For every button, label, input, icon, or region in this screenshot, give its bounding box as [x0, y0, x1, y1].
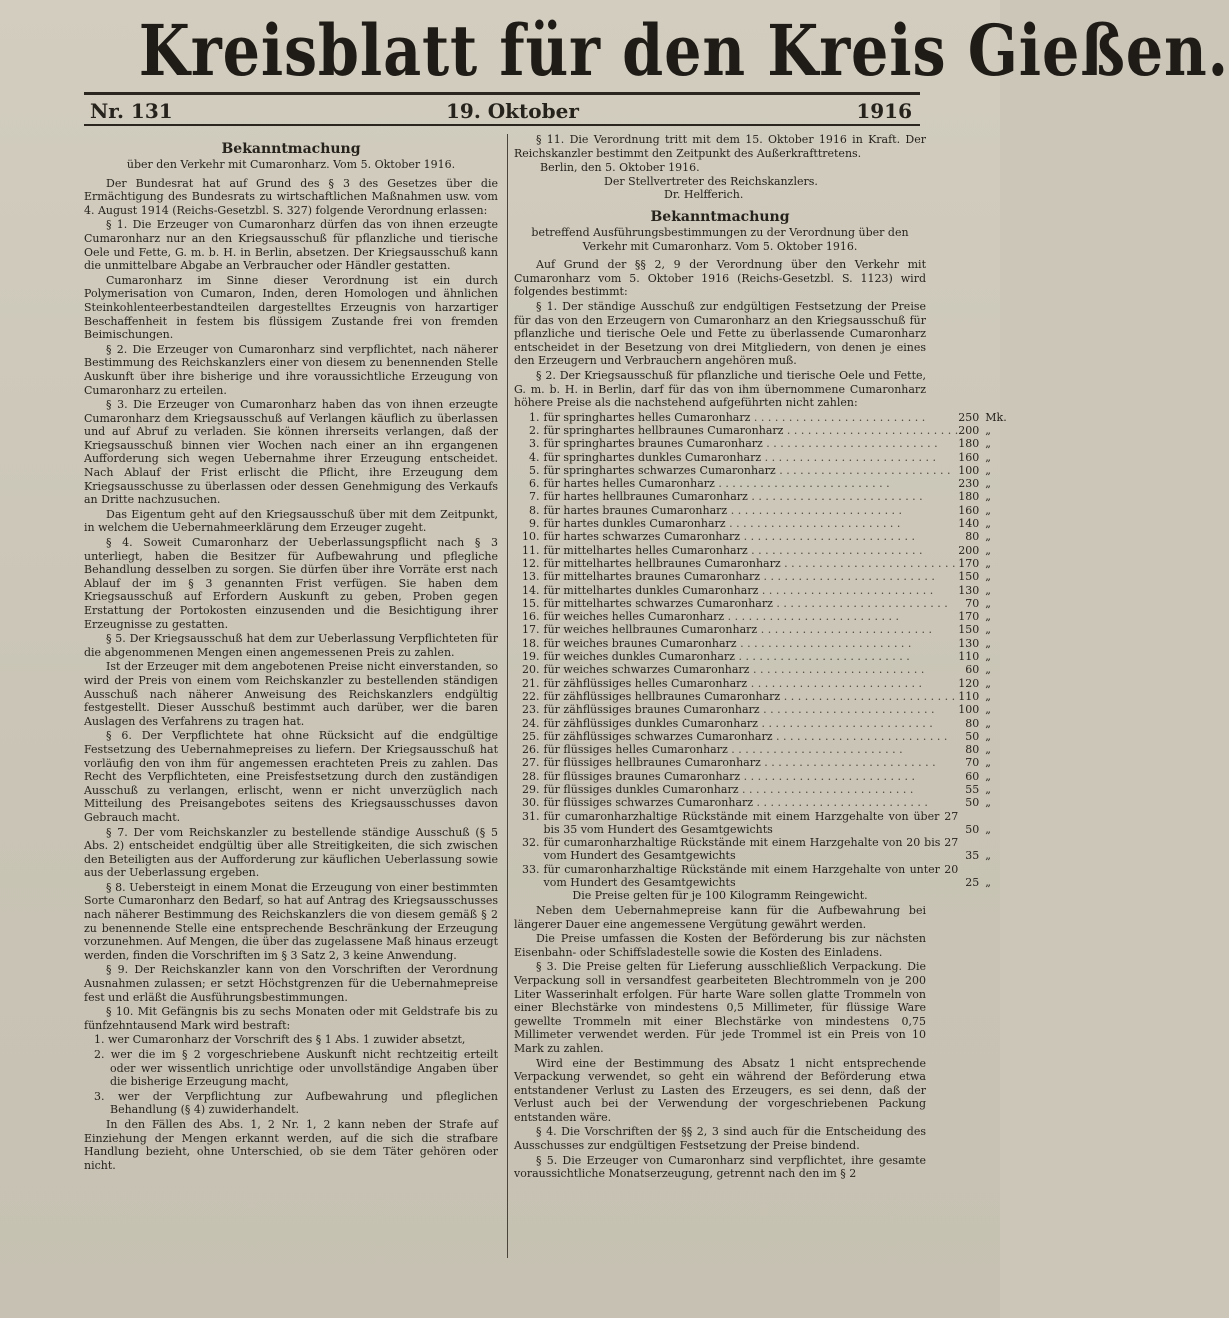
price-row-number: 2.: [529, 423, 540, 437]
price-row-unit: „: [985, 463, 991, 477]
price-row-value: 70: [965, 756, 980, 770]
price-row-number: 22.: [522, 689, 540, 703]
price-row-number: 25.: [522, 729, 540, 743]
left-paragraph: § 5. Der Kriegsausschuß hat dem zur Ueberlassung Verpflichteten für die abgenommenen Mengen einen angemessenen Preis zu zahlen.: [84, 632, 498, 659]
price-row-unit: „: [985, 703, 991, 717]
price-row-description: für cumaronharzhaltige Rückstände mit einem Harzgehalte von über 27 bis 35 vom Hundert des Gesamtgewichts: [543, 809, 959, 836]
price-row-value: 150: [958, 570, 980, 584]
price-row-unit: „: [985, 610, 991, 624]
price-row-number: 29.: [522, 783, 540, 796]
price-row-number: 12.: [522, 556, 540, 570]
price-row-description: für mittelhartes dunkles Cumaronharz . . .: [544, 584, 959, 597]
price-row: [522, 464, 1007, 477]
price-row-number: 32.: [522, 836, 540, 850]
penalty-list-item: 2. wer die im § 2 vorgeschriebene Auskunft nicht rechtzeitig erteilt oder wer wissentlich unrichtige oder unvollständige Angaben über die bisherige Erzeugung macht,: [94, 1048, 498, 1089]
left-paragraph: Der Bundesrat hat auf Grund des § 3 des Gesetzes über die Ermächtigung des Bundesrats zu wirtschaftlichen Maßnahmen usw. vom 4. August 1914 (Reichs-Gesetzbl. S. 327) folgende Verordnung erlassen:: [84, 176, 498, 217]
right-paragraph: Wird eine der Bestimmung des Absatz 1 nicht entsprechende Verpackung verwendet, so geht ein während der Beförderung etwa entstandener Verlust zu Lasten des Erzeugers, es sei denn, daß der Verlust auch bei der Verwendung der vorgeschriebenen Packung entstanden wäre.: [514, 1056, 926, 1124]
column-separator: [507, 134, 508, 1258]
price-row: [522, 610, 1007, 623]
price-row-value: 200: [958, 423, 980, 437]
price-row-number: 7.: [529, 490, 540, 504]
price-row: [522, 717, 1007, 730]
price-row: [522, 424, 1007, 437]
price-row: [522, 411, 1007, 424]
left-closing-paragraph: In den Fällen des Abs. 1, 2 Nr. 1, 2 kann neben der Strafe auf Einziehung der Mengen erkannt werden, auf die sich die strafbare Handlung bezieht, ohne Unterschied, ob sie dem Täter gehören oder nicht.: [84, 1117, 498, 1172]
left-paragraph: § 6. Der Verpflichtete hat ohne Rücksicht auf die endgültige Festsetzung des Uebernahmepreises zu liefern. Der Kriegsausschuß hat vorläufig den von ihm für angemessen erachteten Preis zu zahlen. Das Recht des Verpflichteten, eine Preisfestsetzung durch den zuständigen Ausschuß zu verlangen, erlischt, wenn er nicht unverzüglich nach Mitteilung des Preisangebotes seitens des Kriegsausschusses davon Gebrauch macht.: [84, 729, 498, 824]
right-intro: Auf Grund der §§ 2, 9 der Verordnung über den Verkehr mit Cumaronharz vom 5. Oktober 1916 (Reichs-Gesetzbl. S. 1123) wird folgendes bestimmt:: [514, 258, 926, 299]
price-row: [522, 637, 1007, 650]
price-row-number: 9.: [529, 517, 540, 531]
price-row-description: für weiches hellbraunes Cumaronharz . . .: [544, 623, 959, 636]
price-row-description: für flüssiges helles Cumaronharz . . .: [544, 743, 959, 756]
price-row-value: 110: [958, 689, 980, 703]
right-section-1: § 1. Der ständige Ausschuß zur endgültigen Festsetzung der Preise für das von den Erzeugern von Cumaronharz an den Kriegsausschuß für pflanzliche und tierische Oele und Fette zu überlassende Cumaronharz entscheidet in der Besetzung von drei Mitgliedern, von denen je eines den Erzeugern und Verbrauchern angehören muß.: [514, 299, 926, 368]
price-row-value: 130: [958, 636, 980, 650]
left-paragraph: § 4. Soweit Cumaronharz der Ueberlassungspflicht nach § 3 unterliegt, haben die Besitzer für Aufbewahrung und pflegliche Behandlung desselben zu sorgen. Sie dürfen über ihre Vorräte erst nach Ablauf der im § 3 genannten Frist verfügen. Sie haben dem Kriegsausschuß auf Erfordern Auskunft zu geben, Proben gegen Erstattung der Portokosten einzusenden und die Besichtigung ihrer Erzeugnisse zu gestatten.: [84, 536, 498, 631]
price-row-description: für cumaronharzhaltige Rückstände mit einem Harzgehalte von 20 bis 27 vom Hundert des Gesamtgewichts: [543, 836, 959, 863]
left-column: [84, 140, 498, 1173]
price-row-number: 18.: [522, 636, 540, 650]
price-row-unit: „: [985, 756, 991, 770]
right-notice-subtitle: betreffend Ausführungsbestimmungen zu der Verordnung über den Verkehr mit Cumaronharz. Vom 5. Oktober 1916.: [531, 225, 909, 253]
price-row-description: für flüssiges braunes Cumaronharz . . .: [544, 770, 959, 783]
price-row-value: 110: [958, 650, 980, 664]
price-row: [522, 437, 1007, 450]
price-row: [522, 783, 1007, 796]
price-row-number: 27.: [522, 756, 540, 770]
price-row-value: 60: [965, 663, 980, 677]
price-row-description: für flüssiges dunkles Cumaronharz . . .: [544, 783, 959, 796]
price-row-value: 160: [958, 503, 980, 517]
right-paragraph: § 4. Die Vorschriften der §§ 2, 3 sind auch für die Entscheidung des Ausschusses zur endgültigen Festsetzung der Preise bindend.: [514, 1125, 926, 1153]
price-row-unit: „: [985, 716, 991, 730]
price-row-description: für springhartes schwarzes Cumaronharz . . .: [544, 464, 959, 477]
price-row-number: 3.: [529, 437, 540, 451]
price-row-number: 4.: [529, 450, 540, 464]
price-row-description: für weiches helles Cumaronharz . . .: [544, 610, 959, 623]
price-row-description: für zähflüssiges schwarzes Cumaronharz . . .: [544, 730, 959, 743]
right-paragraph: Die Preise umfassen die Kosten der Beförderung bis zur nächsten Eisenbahn- oder Schiffsladestelle sowie die Kosten des Einladens.: [514, 932, 926, 959]
price-row-unit: „: [985, 503, 991, 517]
price-row-value: 250: [958, 410, 980, 424]
price-row-description: für weiches braunes Cumaronharz . . .: [544, 637, 959, 650]
right-section-2: § 2. Der Kriegsausschuß für pflanzliche und tierische Oele und Fette, G. m. b. H. in Berlin, darf für das von ihm übernommene Cumaronharz höhere Preise als die nachstehend aufgeführten nicht zahlen:: [514, 368, 926, 410]
price-row-number: 23.: [522, 703, 540, 717]
price-note: Die Preise gelten für je 100 Kilogramm Reingewicht.: [572, 889, 868, 903]
price-row: [522, 477, 1007, 490]
price-row-value: 55: [965, 783, 980, 796]
price-row-description: für zähflüssiges hellbraunes Cumaronharz . . .: [544, 690, 959, 703]
right-paragraph-s11: § 11. Die Verordnung tritt mit dem 15. Oktober 1916 in Kraft. Der Reichskanzler bestimmt den Zeitpunkt des Außerkrafttretens.: [514, 133, 926, 160]
price-row-description: für zähflüssiges helles Cumaronharz . . .: [544, 677, 959, 690]
price-row: [522, 730, 1007, 743]
price-row: [522, 451, 1007, 464]
price-row: [522, 836, 1007, 863]
price-row-description: für hartes braunes Cumaronharz . . .: [544, 504, 959, 517]
price-row-description: für hartes helles Cumaronharz . . .: [544, 477, 959, 490]
price-row: [522, 517, 1007, 530]
issue-number: Nr. 131: [90, 99, 173, 123]
price-row-value: 35: [965, 849, 980, 863]
price-row-description: für springhartes dunkles Cumaronharz . . .: [544, 451, 959, 464]
right-paragraph: § 5. Die Erzeuger von Cumaronharz sind verpflichtet, ihre gesamte voraussichtliche Monatserzeugung, getrennt nach den im § 2: [514, 1153, 926, 1181]
price-row: [522, 796, 1007, 809]
right-paragraph: § 3. Die Preise gelten für Lieferung ausschließlich Verpackung. Die Verpackung soll in versandfest gearbeiteten Blechtrommeln von je 200 Liter Wasserinhalt erfolgen. Für harte Ware sollen glatte Trommeln von einer Blechstärke von mindestens 0,5 Millimeter, für flüssige Ware gewellte Trommeln mit einer Blechstärke von mindestens 0,75 Millimeter verwendet werden. Für jede Trommel ist ein Preis von 10 Mark zu zahlen.: [514, 960, 926, 1055]
price-row-value: 170: [958, 610, 980, 624]
right-paragraph: Neben dem Uebernahmepreise kann für die Aufbewahrung bei längerer Dauer eine angemessene Vergütung gewährt werden.: [514, 903, 926, 931]
left-paragraph: § 3. Die Erzeuger von Cumaronharz haben das von ihnen erzeugte Cumaronharz dem Kriegsausschuß auf Verlangen käuflich zu überlassen und auf Abruf zu verladen. Sie können ihrerseits verlangen, daß der Kriegsausschuß binnen vier Wochen nach einer an ihn ergangenen Aufforderung sich wegen Uebernahme ihrer Erzeugung entscheidet. Nach Ablauf der Frist erlischt die Pflicht, ihre Erzeugung dem Kriegsausschusse zu überlassen oder dessen Genehmigung des Verkaufs an Dritte nachzusuchen.: [84, 398, 498, 507]
price-row-number: 13.: [522, 570, 540, 584]
price-row: [522, 597, 1007, 610]
price-row-unit: „: [985, 570, 991, 584]
masthead-title: Kreisblatt für den Kreis Gießen.: [138, 9, 1229, 92]
price-row-unit: „: [985, 423, 991, 437]
price-row-unit: „: [985, 437, 991, 451]
masthead-rule-bottom: [84, 124, 920, 126]
price-row-number: 20.: [522, 663, 540, 677]
price-row-value: 25: [965, 876, 980, 890]
price-row-unit: „: [985, 769, 991, 783]
price-row-number: 16.: [522, 610, 540, 624]
price-row-value: 180: [958, 490, 980, 504]
price-row: [522, 690, 1007, 703]
price-row-value: 120: [958, 676, 980, 690]
price-row-number: 14.: [522, 583, 540, 597]
price-row-description: für springhartes braunes Cumaronharz . . .: [544, 437, 959, 450]
right-notice-title: Bekanntmachung: [650, 208, 790, 225]
price-row-description: für mittelhartes helles Cumaronharz . . .: [544, 544, 959, 557]
price-row-value: 180: [958, 437, 980, 451]
price-row: [522, 703, 1007, 716]
price-row-description: für weiches schwarzes Cumaronharz . . .: [544, 663, 959, 676]
price-row: [522, 570, 1007, 583]
left-paragraph: Cumaronharz im Sinne dieser Verordnung ist ein durch Polymerisation von Cumaron, Inden, deren Homologen und ähnlichen Steinkohlenteerbestandteilen dargestelltes Erzeugnis von harzartiger Beschaffenheit in festem bis flüssigem Zustande frei von fremden Beimischungen.: [84, 273, 498, 342]
price-row-description: für zähflüssiges dunkles Cumaronharz . . .: [544, 717, 959, 730]
price-row-value: 70: [965, 596, 980, 610]
price-row-unit: „: [985, 822, 991, 836]
price-row: [522, 584, 1007, 597]
price-row-unit: „: [985, 636, 991, 650]
price-row: [522, 756, 1007, 769]
price-row-unit: „: [985, 556, 991, 570]
price-row-description: für springhartes hellbraunes Cumaronharz . . .: [544, 424, 959, 437]
price-row-unit: „: [985, 450, 991, 464]
price-row-value: 160: [958, 450, 980, 464]
price-row-description: für hartes schwarzes Cumaronharz . . .: [544, 530, 959, 543]
left-paragraph: § 9. Der Reichskanzler kann von den Vorschriften der Verordnung Ausnahmen zulassen; er setzt Höchstgrenzen für die Uebernahmepreise fest und erläßt die Ausführungsbestimmungen.: [84, 963, 498, 1004]
price-row-description: für flüssiges hellbraunes Cumaronharz . . .: [544, 756, 959, 769]
place-date: Berlin, den 5. Oktober 1916.: [540, 161, 700, 175]
price-row-unit: „: [985, 743, 991, 757]
price-row-value: 80: [965, 530, 980, 544]
price-row-number: 31.: [522, 809, 540, 823]
price-row: [522, 530, 1007, 543]
price-row-description: für cumaronharzhaltige Rückstände mit einem Harzgehalte von unter 20 vom Hundert des Gesamtgewichts: [543, 862, 959, 890]
price-row-description: für hartes hellbraunes Cumaronharz . . .: [544, 490, 959, 503]
price-row-number: 17.: [522, 623, 540, 637]
price-row-value: 100: [958, 463, 980, 477]
price-row: [522, 677, 1007, 690]
price-row-unit: „: [985, 663, 991, 677]
price-row-number: 33.: [522, 862, 540, 876]
price-row-number: 21.: [522, 676, 540, 690]
price-row-unit: „: [985, 796, 991, 810]
price-row-value: 100: [958, 703, 980, 717]
left-paragraph: § 10. Mit Gefängnis bis zu sechs Monaten oder mit Geldstrafe bis zu fünfzehntausend Mark wird bestraft:: [84, 1005, 498, 1032]
price-row-value: 50: [965, 729, 980, 743]
price-row-value: 80: [965, 716, 980, 730]
price-row-value: 150: [958, 623, 980, 637]
price-row-unit: „: [985, 676, 991, 690]
left-notice-subtitle: über den Verkehr mit Cumaronharz. Vom 5. Oktober 1916.: [126, 158, 456, 171]
price-row-unit: „: [985, 517, 991, 531]
price-row-unit: „: [985, 783, 991, 796]
price-row-unit: „: [985, 596, 991, 610]
price-row-description: für zähflüssiges braunes Cumaronharz . . .: [544, 703, 959, 716]
right-column: [514, 133, 1007, 1182]
left-paragraph: § 1. Die Erzeuger von Cumaronharz dürfen das von ihnen erzeugte Cumaronharz nur an den Kriegsausschuß für pflanzliche und tierische Oele und Fette, G. m. b. H. in Berlin, absetzen. Der Kriegsausschuß kann die unmittelbare Abgabe an Verbraucher oder Händler gestatten.: [84, 218, 498, 273]
price-row-unit: „: [985, 583, 991, 597]
price-row-number: 1.: [529, 410, 540, 424]
price-row-value: 200: [958, 543, 980, 557]
left-paragraph: Ist der Erzeuger mit dem angebotenen Preise nicht einverstanden, so wird der Preis von einem vom Reichskanzler zu bestellenden ständigen Ausschuß nach näherer Anweisung des Reichskanzlers endgültig festgestellt. Dieser Ausschuß bestimmt auch darüber, wer die baren Auslagen des Verfahrens zu tragen hat.: [84, 660, 498, 728]
price-row: [522, 623, 1007, 636]
price-row-number: 28.: [522, 769, 540, 783]
price-row: [522, 770, 1007, 783]
price-row-number: 10.: [522, 530, 540, 544]
masthead-rule-top: [84, 92, 920, 95]
price-row: [522, 490, 1007, 503]
price-row-unit: „: [985, 849, 991, 863]
left-notice-title: Bekanntmachung: [221, 141, 361, 157]
price-row-unit: Mk.: [985, 410, 1007, 424]
price-row-value: 130: [958, 583, 980, 597]
price-row-value: 140: [958, 517, 980, 531]
price-row-unit: „: [985, 490, 991, 504]
price-row-value: 60: [965, 769, 980, 783]
price-row-number: 30.: [522, 796, 540, 810]
price-row: [522, 863, 1007, 890]
price-row-description: für springhartes helles Cumaronharz . . .: [544, 411, 959, 424]
price-row: [522, 504, 1007, 517]
price-row-description: für mittelhartes hellbraunes Cumaronharz . . .: [544, 557, 959, 570]
signatory-role: Der Stellvertreter des Reichskanzlers.: [604, 174, 818, 188]
price-row-number: 26.: [522, 743, 540, 757]
price-row-number: 19.: [522, 650, 540, 664]
issue-date: 19. Oktober: [446, 99, 579, 123]
left-paragraph: § 7. Der vom Reichskanzler zu bestellende ständige Ausschuß (§ 5 Abs. 2) entscheidet endgültig über alle Streitigkeiten, die sich zwischen den Beteiligten aus der Aufforderung zur käuflichen Ueberlassung sowie aus der Ueberlassung ergeben.: [84, 825, 498, 880]
price-row-number: 6.: [529, 477, 540, 491]
price-row-value: 170: [958, 556, 980, 570]
signatory-name: Dr. Helfferich.: [664, 188, 744, 202]
price-row-number: 5.: [529, 463, 540, 477]
price-row-number: 24.: [522, 716, 540, 730]
price-row-number: 15.: [522, 596, 540, 610]
price-row-number: 8.: [529, 503, 540, 517]
price-row: [522, 650, 1007, 663]
price-row-unit: „: [985, 477, 991, 491]
price-row: [522, 743, 1007, 756]
price-row-description: für hartes dunkles Cumaronharz . . .: [544, 517, 959, 530]
price-row: [522, 557, 1007, 570]
left-paragraph: § 8. Uebersteigt in einem Monat die Erzeugung von einer bestimmten Sorte Cumaronharz den Bedarf, so hat auf Antrag des Kriegsausschusses nach näherer Bestimmung des Reichskanzlers die von diesem gemäß § 2 zu benennende Stelle eine entsprechende Beschränkung der Erzeugung vorzunehmen. Auf Mengen, die über das zugelassene Maß hinaus erzeugt werden, finden die Vorschriften im § 3 Satz 2, 3 keine Anwendung.: [84, 880, 498, 962]
penalty-list-item: 3. wer der Verpflichtung zur Aufbewahrung und pfleglichen Behandlung (§ 4) zuwiderhandelt.: [94, 1089, 498, 1117]
price-row-unit: „: [985, 543, 991, 557]
price-row-unit: „: [985, 729, 991, 743]
price-row: [522, 810, 1007, 837]
price-row-description: für mittelhartes braunes Cumaronharz . . .: [544, 570, 959, 583]
price-row-value: 230: [958, 477, 980, 491]
left-paragraph: Das Eigentum geht auf den Kriegsausschuß über mit dem Zeitpunkt, in welchem die Uebernahmeerklärung dem Erzeuger zugeht.: [84, 507, 498, 535]
price-row-unit: „: [985, 650, 991, 664]
price-row-value: 50: [965, 796, 980, 810]
price-table: [522, 411, 1007, 890]
price-row: [522, 663, 1007, 676]
price-row-description: für flüssiges schwarzes Cumaronharz . . .: [544, 796, 959, 809]
price-row-unit: „: [985, 623, 991, 637]
price-row-value: 50: [965, 822, 980, 836]
price-row: [522, 544, 1007, 557]
price-row-unit: „: [985, 876, 991, 890]
price-row-unit: „: [985, 689, 991, 703]
price-row-description: für weiches dunkles Cumaronharz . . .: [544, 650, 959, 663]
penalty-list-item: 1. wer Cumaronharz der Vorschrift des § 1 Abs. 1 zuwider absetzt,: [94, 1033, 466, 1047]
price-row-value: 80: [965, 743, 980, 757]
price-row-unit: „: [985, 530, 991, 544]
issue-year: 1916: [856, 99, 912, 123]
issue-line: [86, 98, 916, 124]
price-row-number: 11.: [522, 543, 540, 557]
price-row-description: für mittelhartes schwarzes Cumaronharz . . .: [544, 597, 959, 610]
left-paragraph: § 2. Die Erzeuger von Cumaronharz sind verpflichtet, nach näherer Bestimmung des Reichskanzlers einer von diesem zu benennenden Stelle Auskunft über ihre bisherige und ihre voraussichtliche Erzeugung von Cumaronharz zu erteilen.: [84, 342, 498, 397]
